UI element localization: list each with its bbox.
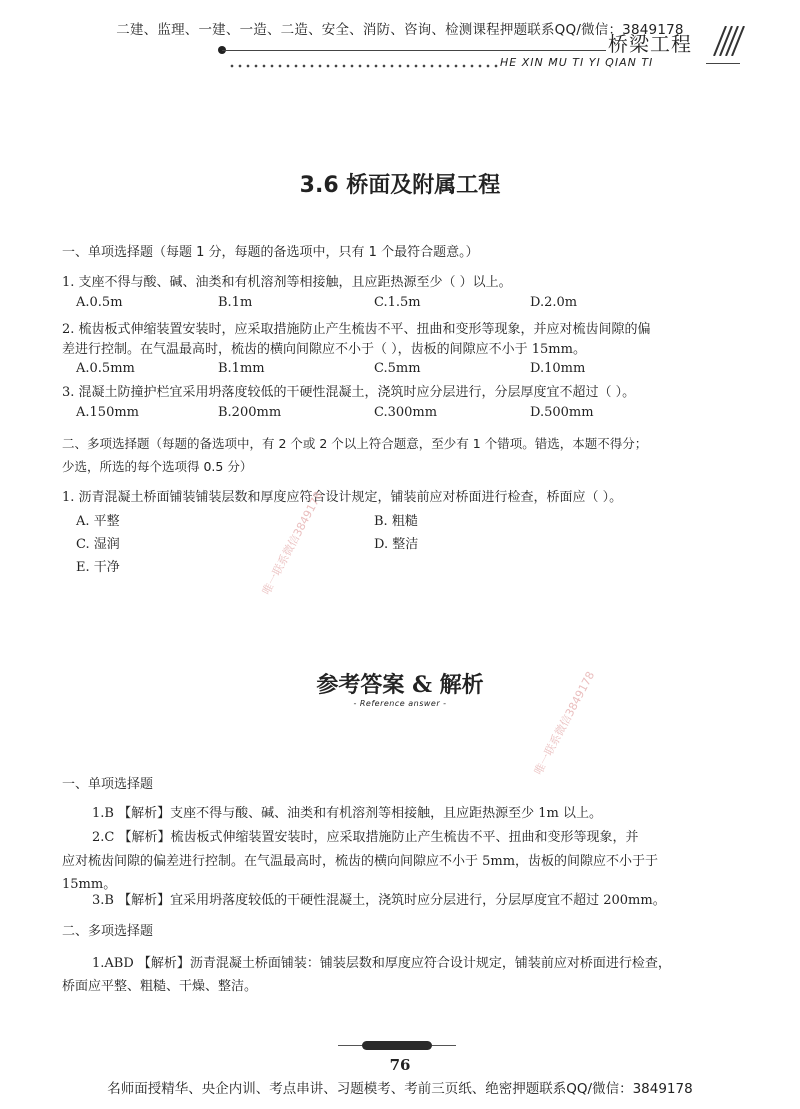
answer-1: 1.B 【解析】支座不得与酸、碱、油类和有机溶剂等相接触，且应距热源至少 1m 以上。 [92, 806, 602, 821]
chapter-title: 桥梁工程 [608, 32, 692, 56]
header-pinyin: HE XIN MU TI YI QIAN TI [500, 56, 654, 69]
single-choice-heading: 一、单项选择题（每题 1 分，每题的备选项中，只有 1 个最符合题意。） [62, 245, 479, 260]
q1-option-b: B.1m [218, 295, 253, 310]
mq1-option-b: B. 粗糙 [374, 514, 418, 529]
answer-3: 3.B 【解析】宜采用坍落度较低的干硬性混凝土，浇筑时应分层进行，分层厚度宜不超过 200mm。 [92, 893, 666, 908]
question-3-text: 3. 混凝土防撞护栏宜采用坍落度较低的干硬性混凝土，浇筑时应分层进行，分层厚度宜不超过（ ）。 [62, 385, 636, 400]
answers-subtitle: - Reference answer - [353, 699, 447, 708]
multi-choice-heading-line1: 二、多项选择题（每题的备选项中，有 2 个或 2 个以上符合题意，至少有 1 个错项。错选，本题不得分； [62, 436, 648, 451]
watermark-1: 唯一联系微信3849178 [259, 489, 326, 598]
q3-option-b: B.200mm [218, 405, 282, 420]
answer-2-line3: 15mm。 [62, 877, 117, 892]
answer-2-line2: 应对梳齿间隙的偏差进行控制。在气温最高时，梳齿的横向间隙应不小于 5mm，齿板的间隙应不小于于 [62, 854, 659, 869]
mq1-option-c: C. 湿润 [76, 537, 120, 552]
mq1-option-a: A. 平整 [76, 514, 120, 529]
q1-option-d: D.2.0m [530, 295, 578, 310]
q1-option-a: A.0.5m [76, 295, 123, 310]
footer: 名师面授精华、央企内训、考点串讲、习题模考、考前三页纸、绝密押题联系QQ/微信：3849178 [107, 1081, 693, 1097]
page-number-rule-left [338, 1045, 362, 1046]
q3-option-a: A.150mm [76, 405, 139, 420]
header-pinyin-rule [706, 63, 740, 64]
page-number-rule-right [432, 1045, 456, 1046]
q2-option-d: D.10mm [530, 361, 586, 376]
header-rule [222, 50, 606, 51]
watermark-2: 唯一联系微信3849178 [531, 669, 598, 778]
multi-answer-1-line2: 桥面应平整、粗糙、干燥、整洁。 [62, 979, 258, 994]
multi-choice-heading-line2: 少选，所选的每个选项得 0.5 分） [62, 459, 253, 474]
page-number: 76 [389, 1056, 411, 1074]
answers-single-heading: 一、单项选择题 [62, 777, 154, 792]
question-2-text-line1: 2. 梳齿板式伸缩装置安装时，应采取措施防止产生梳齿不平、扭曲和变形等现象，并应对梳齿间隙的偏 [62, 322, 651, 337]
top-banner: 二建、监理、一建、一造、二造、安全、消防、咨询、检测课程押题联系QQ/微信：3849178 [116, 22, 684, 38]
q2-option-b: B.1mm [218, 361, 265, 376]
stripes-decoration-icon [700, 26, 746, 56]
question-1-text: 1. 支座不得与酸、碱、油类和有机溶剂等相接触，且应距热源至少（ ）以上。 [62, 275, 512, 290]
q2-option-c: C.5mm [374, 361, 421, 376]
q3-option-c: C.300mm [374, 405, 438, 420]
multi-answer-1-line1: 1.ABD 【解析】沥青混凝土桥面铺装：铺装层数和厚度应符合设计规定，铺装前应对桥面进行检查， [92, 956, 671, 971]
answers-multi-heading: 二、多项选择题 [62, 924, 154, 939]
answers-title: 参考答案 & 解析 [316, 672, 484, 698]
q3-option-d: D.500mm [530, 405, 594, 420]
q2-option-a: A.0.5mm [76, 361, 135, 376]
mq1-option-d: D. 整洁 [374, 537, 419, 552]
header-dotted-rule [228, 64, 498, 68]
section-title: 3.6 桥面及附属工程 [299, 173, 501, 198]
q1-option-c: C.1.5m [374, 295, 421, 310]
page-number-bar [362, 1041, 432, 1050]
mq1-option-e: E. 干净 [76, 560, 120, 575]
question-2-text-line2: 差进行控制。在气温最高时，梳齿的横向间隙应不小于（ ），齿板的间隙应不小于 15mm。 [62, 342, 586, 357]
multi-question-1-text: 1. 沥青混凝土桥面铺装铺装层数和厚度应符合设计规定，铺装前应对桥面进行检查，桥面应（ ）。 [62, 490, 623, 505]
answer-2-line1: 2.C 【解析】梳齿板式伸缩装置安装时，应采取措施防止产生梳齿不平、扭曲和变形等现象，并 [92, 830, 639, 845]
